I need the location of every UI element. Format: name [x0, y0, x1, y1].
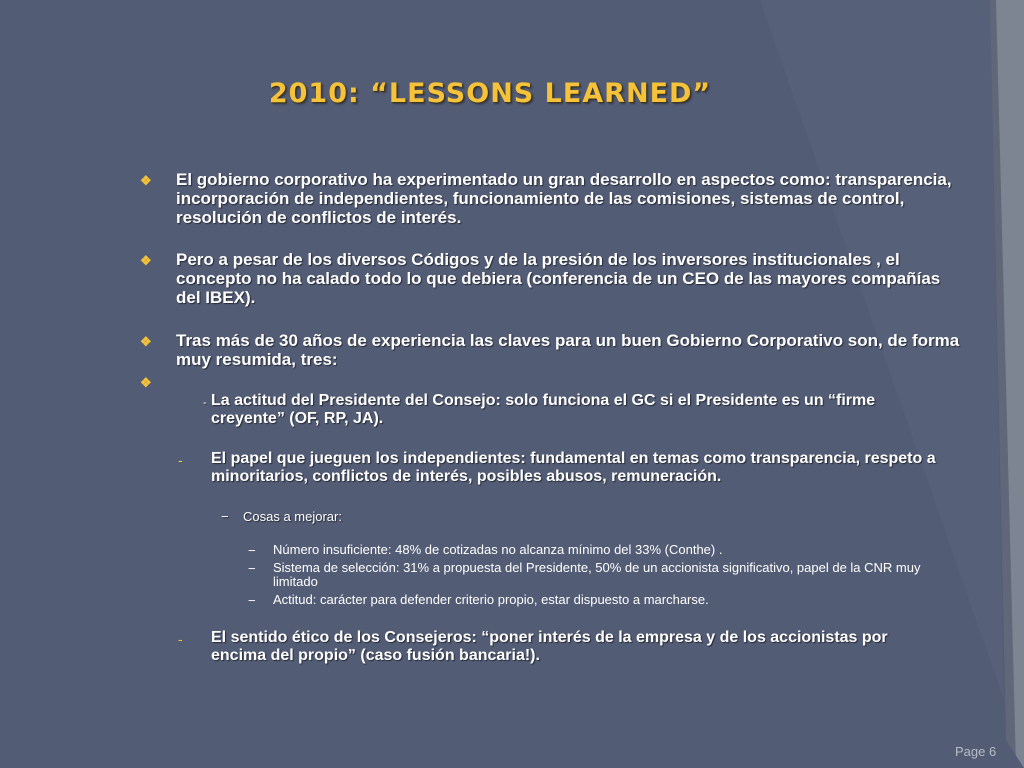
minus-bullet-icon: − — [221, 509, 229, 524]
slide-title: 2010: “LESSONS LEARNED” — [268, 78, 712, 109]
minus-bullet-icon: − — [248, 593, 256, 608]
sub-bullet-text: El papel que jueguen los independientes: fundamental en temas como transparencia, respeto a minoritarios, conflictos de interés, posibles abusos, remuneración. — [211, 450, 936, 485]
diamond-bullet-icon: ❖ — [140, 173, 152, 188]
bullet-text: Tras más de 30 años de experiencia las claves para un buen Gobierno Corporativo son, de forma muy resumida, tres: — [176, 331, 960, 369]
list-item: Actitud: carácter para defender criterio propio, estar dispuesto a marcharse. — [273, 592, 709, 607]
page-number: Page 6 — [955, 744, 997, 759]
diamond-bullet-icon: ❖ — [140, 375, 152, 390]
minus-bullet-icon: − — [248, 561, 256, 576]
list-item: Número insuficiente: 48% de cotizadas no alcanza mínimo del 33% (Conthe) . — [273, 542, 723, 557]
dash-bullet-icon: - — [178, 452, 183, 468]
sub-bullet-text: La actitud del Presidente del Consejo: solo funciona el GC si el Presidente es un “firme creyente” (OF, RP, JA). — [211, 392, 876, 427]
diamond-bullet-icon: ❖ — [140, 334, 152, 349]
minus-bullet-icon: − — [248, 543, 256, 558]
cosas-label: Cosas a mejorar: — [243, 509, 342, 524]
dash-bullet-icon: - — [178, 631, 183, 647]
sub-bullet-text: El sentido ético de los Consejeros: “poner interés de la empresa y de los accionistas por encima del propio” (caso fusión bancaria!). — [211, 629, 888, 664]
bullet-text: Pero a pesar de los diversos Códigos y de la presión de los inversores institucionales , el concepto no ha calado todo lo que debiera (conferencia de un CEO de las mayores compañías del IBEX). — [176, 250, 941, 307]
list-item: Sistema de selección: 31% a propuesta del Presidente, 50% de un accionista significativo, papel de la CNR muy limitado — [273, 560, 921, 589]
diamond-bullet-icon: ❖ — [140, 253, 152, 268]
sub-dash: - — [203, 397, 207, 409]
bullet-text: El gobierno corporativo ha experimentado un gran desarrollo en aspectos como: transparencia, incorporación de independientes, funcionamiento de las comisiones, sistemas de control, resolución de conflictos de interés. — [176, 170, 952, 227]
